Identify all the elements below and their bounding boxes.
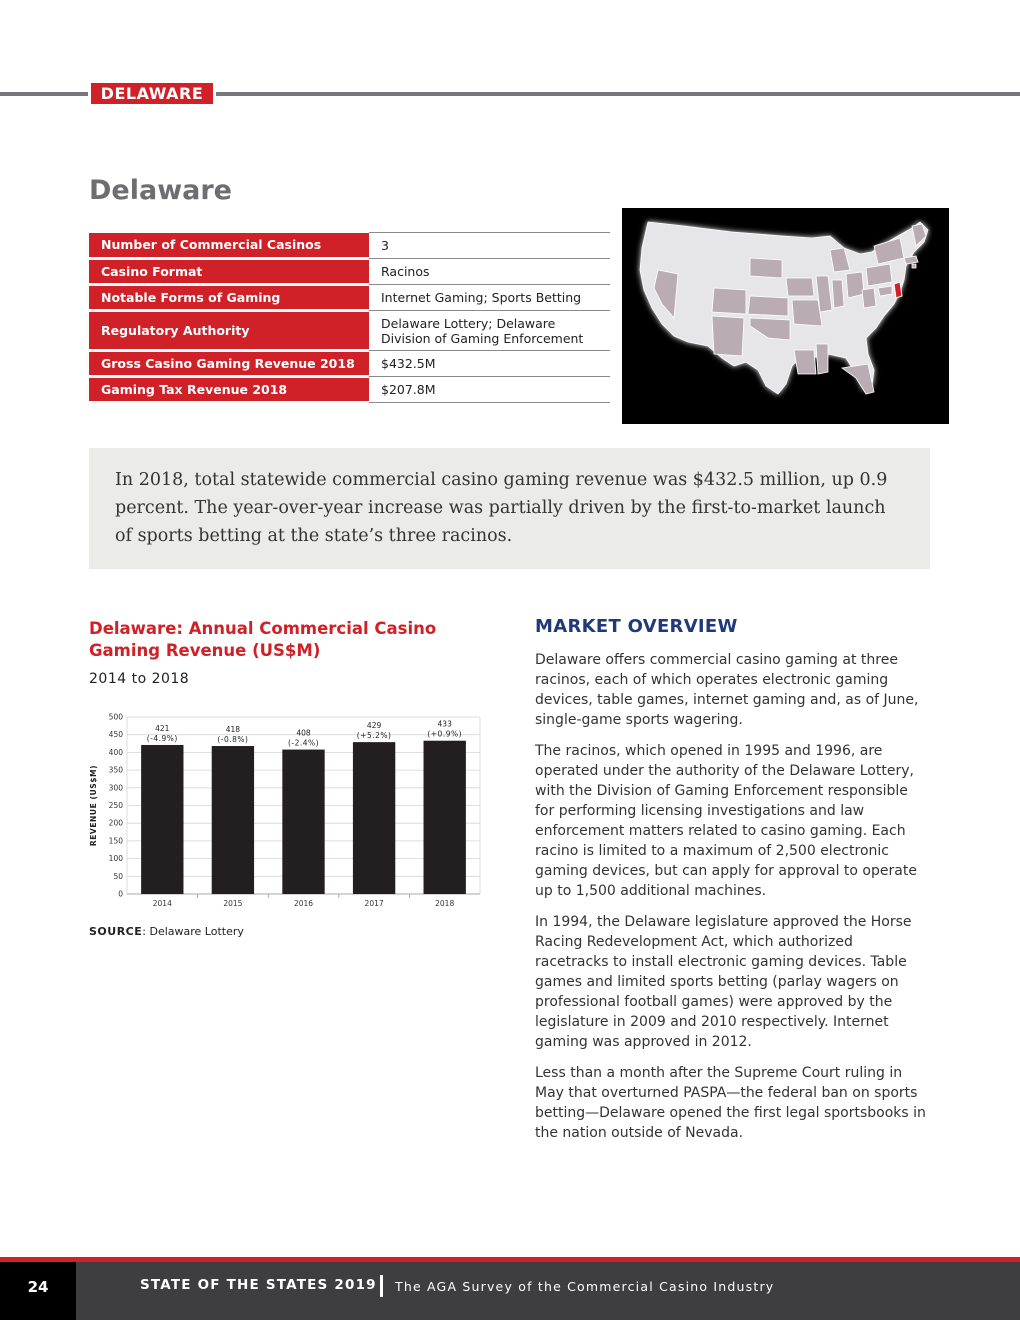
facts-row	[89, 311, 610, 351]
map-state-mississippi	[816, 344, 828, 374]
y-tick-label: 450	[108, 730, 123, 740]
market-overview-body	[535, 650, 930, 1154]
data-label: 433	[437, 719, 452, 729]
chart-subtitle: 2014 to 2018	[89, 671, 190, 687]
market-overview-heading: MARKET OVERVIEW	[535, 616, 738, 637]
facts-row	[89, 377, 610, 403]
y-tick-label: 500	[108, 712, 123, 722]
map-state-florida	[842, 364, 874, 394]
facts-label: Gross Casino Gaming Revenue 2018	[89, 351, 369, 377]
data-label: 421	[155, 723, 170, 733]
map-state-rhodeisland	[912, 264, 916, 268]
summary-callout: In 2018, total statewide commercial casino gaming revenue was $432.5 million, up 0.9 percent. The year-over-year increase was partially driven by the first-to-market launch of sports betting at the state’s three racinos.	[89, 448, 930, 569]
bar	[212, 746, 254, 894]
map-state-pennsylvania	[866, 264, 892, 286]
facts-row	[89, 233, 610, 259]
chart-title: Delaware: Annual Commercial Casino Gaming Revenue (US$M)	[89, 619, 437, 660]
facts-label: Casino Format	[89, 259, 369, 285]
bar	[353, 742, 395, 894]
facts-value: $432.5M	[369, 351, 610, 377]
y-tick-label: 50	[113, 871, 123, 881]
y-axis-label: REVENUE (US$M)	[89, 764, 98, 847]
facts-row	[89, 259, 610, 285]
map-state-louisiana	[794, 350, 816, 374]
facts-label: Number of Commercial Casinos	[89, 233, 369, 259]
facts-table	[89, 232, 610, 404]
y-tick-label: 400	[108, 747, 123, 757]
bar	[424, 741, 466, 894]
y-tick-label: 0	[118, 889, 123, 899]
y-tick-label: 350	[108, 765, 123, 775]
market-overview-paragraph: Delaware offers commercial casino gaming at three racinos, each of which operates electronic gaming devices, table games, internet gaming and, as of June, single-game sports wagering.	[535, 652, 919, 728]
change-label: (-2.4%)	[287, 738, 320, 748]
footer-divider	[380, 1275, 383, 1297]
facts-value: Delaware Lottery; Delaware Division of Gaming Enforcement	[369, 311, 610, 351]
y-tick-label: 250	[108, 801, 123, 810]
map-state-iowa	[786, 278, 814, 296]
change-label: (+5.2%)	[356, 731, 392, 741]
data-label: 429	[366, 721, 382, 731]
map-state-kansas	[748, 296, 788, 316]
map-state-colorado	[712, 288, 746, 314]
source-text: : Delaware Lottery	[142, 925, 244, 938]
facts-label: Gaming Tax Revenue 2018	[89, 377, 369, 403]
page-title: Delaware	[89, 175, 232, 206]
bar	[141, 745, 183, 894]
market-overview-paragraph: Less than a month after the Supreme Court ruling in May that overturned PASPA—the federal ban on sports betting—Delaware opened the first legal sportsbooks in the nation outside of Nevada.	[535, 1065, 926, 1141]
change-label: (+0.9%)	[427, 729, 463, 739]
facts-value: Racinos	[369, 259, 610, 285]
change-label: (-0.8%)	[217, 735, 249, 745]
facts-value: $207.8M	[369, 377, 610, 403]
data-label: 418	[225, 725, 241, 735]
page-number: 24	[0, 1262, 76, 1320]
map-state-ohio	[846, 272, 864, 298]
map-state-newmexico	[712, 316, 744, 356]
market-overview-paragraph: In 1994, the Delaware legislature approved the Horse Racing Redevelopment Act, which authorized racetracks to install electronic gaming devices. Table games and limited sports betting (parlay wagers on professional football games) were approved by the legislature in 2009 and 2010 respectively. Internet gaming was approved in 2012.	[535, 914, 912, 1050]
market-overview-paragraph: The racinos, which opened in 1995 and 1996, are operated under the authority of the Delaware Lottery, with the Division of Gaming Enforcement responsible for performing licensing investigations and law enforcement matters related to casino gaming. Each racino is limited to a maximum of 2,500 electronic gaming devices, but can apply for approval to operate up to 1,500 additional machines.	[535, 743, 917, 899]
footer-title: STATE OF THE STATES 2019	[140, 1277, 377, 1293]
facts-row	[89, 351, 610, 377]
footer-subtitle: The AGA Survey of the Commercial Casino Industry	[395, 1279, 775, 1294]
y-tick-label: 200	[108, 818, 123, 828]
change-label: (-4.9%)	[146, 733, 178, 743]
y-tick-label: 150	[108, 836, 123, 846]
x-tick-label: 2018	[435, 899, 455, 908]
facts-row	[89, 285, 610, 311]
map-state-missouri	[792, 300, 822, 326]
map-state-delaware	[894, 282, 902, 298]
map-state-westvirginia	[862, 288, 876, 308]
bar	[282, 750, 324, 894]
us-map	[622, 208, 949, 424]
y-tick-label: 300	[108, 783, 123, 793]
state-tag: DELAWARE	[88, 80, 216, 107]
map-state-southdakota	[750, 258, 782, 278]
facts-value: Internet Gaming; Sports Betting	[369, 285, 610, 311]
map-state-indiana	[832, 280, 844, 308]
facts-label: Regulatory Authority	[89, 311, 369, 351]
facts-value: 3	[369, 233, 610, 259]
x-tick-label: 2015	[223, 899, 243, 908]
map-state-maryland	[878, 286, 892, 296]
source-label: SOURCE	[89, 925, 143, 938]
revenue-chart	[84, 706, 484, 912]
chart-source	[89, 925, 244, 938]
x-tick-label: 2014	[152, 899, 172, 908]
x-tick-label: 2017	[364, 899, 384, 908]
data-label: 408	[296, 728, 311, 738]
facts-label: Notable Forms of Gaming	[89, 285, 369, 311]
x-tick-label: 2016	[293, 899, 314, 908]
y-tick-label: 100	[108, 854, 123, 864]
us-map-graphic	[622, 208, 949, 424]
